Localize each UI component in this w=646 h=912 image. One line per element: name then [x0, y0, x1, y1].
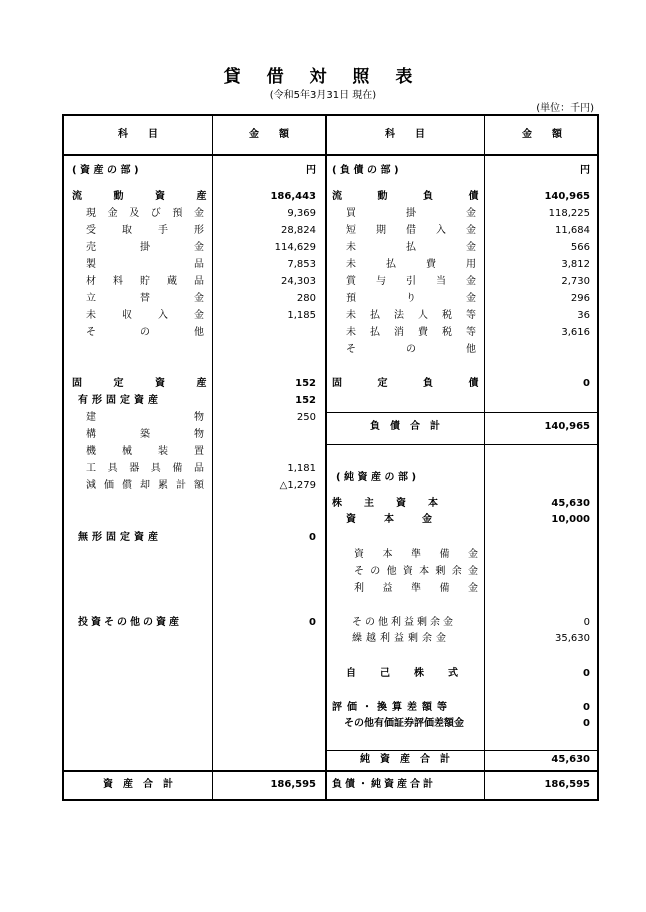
valuation-value: 0: [583, 702, 590, 713]
label-char: 法: [394, 310, 404, 321]
label-char: の: [370, 566, 381, 577]
list-item-label: [354, 564, 478, 580]
label-char: 本: [419, 566, 430, 577]
retained-earnings-label: 繰越利益剰余金: [352, 633, 450, 644]
page-subtitle: (令和5年3月31日 現在): [269, 90, 377, 101]
list-item-label: [86, 444, 204, 460]
label-char: び: [150, 208, 161, 219]
label-char: 立: [86, 293, 96, 304]
list-item-value: [214, 427, 316, 443]
other-surplus-label: その他利益剰余金: [352, 617, 456, 628]
label-char: 備: [172, 463, 183, 474]
list-item-value: 1,181: [287, 463, 316, 474]
label-char: 建: [86, 412, 96, 423]
label-char: 金: [193, 208, 204, 219]
balance-sheet-table: [62, 114, 599, 801]
label-char: 預: [346, 293, 356, 304]
label-char: 益: [382, 583, 393, 594]
header-item-right: 科 目: [385, 129, 425, 140]
label-char: 品: [194, 259, 204, 270]
label-char: 備: [439, 583, 450, 594]
label-char: 引: [406, 276, 416, 287]
label-char: 取: [122, 225, 132, 236]
retained-earnings-value: 35,630: [555, 633, 590, 644]
label-char: 製: [86, 259, 96, 270]
label-char: 金: [194, 310, 204, 321]
securities-valuation-value: 0: [583, 718, 590, 729]
label-char: 払: [386, 259, 396, 270]
label-char: 与: [376, 276, 386, 287]
list-item-value: [486, 564, 590, 580]
list-item-label: [86, 274, 204, 290]
current-liabilities-label: 流 動 負 債: [332, 191, 495, 202]
label-char: 消: [394, 327, 404, 338]
label-char: 計: [176, 480, 186, 491]
label-char: 買: [346, 208, 356, 219]
label-char: 償: [122, 480, 132, 491]
securities-valuation-label: その他有価証券評価差額金: [344, 718, 464, 729]
list-item-label: [86, 410, 204, 426]
label-char: 金: [107, 208, 118, 219]
liabilities-yen: 円: [580, 165, 590, 176]
list-item-value: 11,684: [555, 225, 590, 236]
label-char: 税: [442, 310, 452, 321]
label-char: 金: [466, 293, 476, 304]
label-char: 蔵: [167, 276, 177, 287]
label-char: 備: [439, 549, 450, 560]
label-char: 費: [426, 259, 436, 270]
header-amount-right: 金 額: [522, 129, 562, 140]
label-char: 装: [158, 446, 168, 457]
label-char: 品: [194, 276, 204, 287]
investment-assets-value: 0: [309, 617, 316, 628]
label-char: 費: [418, 327, 428, 338]
list-item-value: [214, 444, 316, 460]
assets-section-label: ( 資 産 の 部 ): [72, 165, 139, 176]
label-char: 物: [194, 429, 204, 440]
label-char: 売: [86, 242, 96, 253]
list-item-label: [354, 547, 478, 563]
list-item-label: [86, 478, 204, 494]
label-char: 払: [370, 327, 380, 338]
equity-section-label: ( 純 資 産 の 部 ): [336, 472, 417, 483]
label-char: 期: [376, 225, 386, 236]
label-char: 等: [466, 327, 476, 338]
capital-value: 10,000: [551, 514, 590, 525]
label-char: 構: [86, 429, 96, 440]
label-char: 入: [158, 310, 168, 321]
list-item-value: 2,730: [561, 276, 590, 287]
liabilities-total-value: 140,965: [544, 421, 590, 432]
fixed-liabilities-value: 0: [583, 378, 590, 389]
label-char: 金: [194, 293, 204, 304]
label-char: 払: [370, 310, 380, 321]
list-item-value: 3,812: [561, 259, 590, 270]
label-char: 置: [194, 446, 204, 457]
current-liabilities-value: 140,965: [544, 191, 590, 202]
label-char: 資: [402, 566, 413, 577]
tangible-assets-value: 152: [295, 395, 316, 406]
liabilities-section-label: ( 負 債 の 部 ): [332, 165, 399, 176]
list-item-label: [86, 461, 204, 477]
label-char: 税: [442, 327, 452, 338]
investment-assets-label: 投資その他の資産: [78, 617, 182, 628]
label-char: 具: [150, 463, 161, 474]
label-char: 材: [86, 276, 96, 287]
intangible-assets-value: 0: [309, 532, 316, 543]
label-char: 金: [466, 208, 476, 219]
label-char: 当: [436, 276, 446, 287]
list-item-value: 1,185: [287, 310, 316, 321]
list-item-value: [214, 325, 316, 341]
label-char: 形: [194, 225, 204, 236]
list-item-value: 566: [570, 242, 590, 253]
label-char: 替: [140, 293, 150, 304]
list-item-value: [486, 581, 590, 597]
list-item-label: [86, 240, 204, 256]
label-char: そ: [354, 566, 364, 577]
label-char: 余: [451, 566, 462, 577]
label-char: 未: [346, 259, 356, 270]
label-char: 収: [122, 310, 132, 321]
list-item-value: 118,225: [548, 208, 590, 219]
label-char: 未: [346, 327, 356, 338]
list-item-value: 28,824: [281, 225, 316, 236]
label-char: 他: [386, 566, 397, 577]
list-item-value: [486, 547, 590, 563]
list-item-value: 250: [296, 412, 316, 423]
label-char: 物: [194, 412, 204, 423]
assets-yen: 円: [306, 165, 316, 176]
shareholders-equity-value: 45,630: [551, 498, 590, 509]
label-char: 減: [86, 480, 96, 491]
label-char: 料: [113, 276, 123, 287]
label-char: 本: [382, 549, 393, 560]
label-char: 短: [346, 225, 356, 236]
grand-total-label: 負債・純資産合計: [332, 779, 436, 790]
grand-total-value: 186,595: [544, 779, 590, 790]
list-item-value: 24,303: [281, 276, 316, 287]
label-char: 賞: [346, 276, 356, 287]
label-char: 準: [411, 583, 421, 594]
list-item-label: [354, 581, 478, 597]
list-item-label: [346, 223, 476, 239]
label-char: 累: [158, 480, 168, 491]
list-item-value: 7,853: [287, 259, 316, 270]
label-char: 入: [436, 225, 446, 236]
assets-total-value: 186,595: [270, 779, 316, 790]
label-char: 預: [172, 208, 183, 219]
label-char: そ: [346, 344, 356, 355]
treasury-stock-label: 自己株式: [346, 668, 482, 679]
label-char: の: [140, 327, 150, 338]
label-char: 金: [466, 242, 476, 253]
list-item-label: [346, 308, 476, 324]
label-char: 金: [466, 225, 476, 236]
list-item-label: [86, 291, 204, 307]
assets-total-label: 資 産 合 計: [103, 779, 173, 790]
list-item-label: [86, 223, 204, 239]
label-char: 貯: [140, 276, 150, 287]
label-char: 械: [122, 446, 132, 457]
fixed-liabilities-label: 固 定 負 債: [332, 378, 495, 389]
intangible-assets-label: 無形固定資産: [78, 532, 162, 543]
label-char: 却: [140, 480, 150, 491]
net-assets-total-label: 純 資 産 合 計: [360, 754, 450, 765]
list-item-label: [86, 257, 204, 273]
list-item-value: 280: [296, 293, 316, 304]
treasury-stock-value: 0: [583, 668, 590, 679]
label-char: 金: [466, 276, 476, 287]
list-item-label: [86, 427, 204, 443]
list-item-label: [86, 206, 204, 222]
list-item-value: △1,279: [279, 480, 316, 491]
list-item-value: 9,369: [287, 208, 316, 219]
liabilities-total-label: 負 債 合 計: [370, 421, 440, 432]
label-char: 掛: [406, 208, 416, 219]
valuation-label: 評価・換算差額等: [332, 702, 452, 713]
label-char: 額: [194, 480, 204, 491]
label-char: 剰: [435, 566, 446, 577]
label-char: の: [406, 344, 416, 355]
label-char: 未: [346, 310, 356, 321]
label-char: 借: [406, 225, 416, 236]
label-char: 用: [466, 259, 476, 270]
list-item-label: [346, 291, 476, 307]
label-char: 品: [193, 463, 204, 474]
fixed-assets-label: 固 定 資 産: [72, 378, 221, 389]
current-assets-value: 186,443: [270, 191, 316, 202]
label-char: 利: [354, 583, 364, 594]
list-item-label: [346, 342, 476, 358]
label-char: 未: [346, 242, 356, 253]
list-item-value: 296: [570, 293, 590, 304]
capital-label: 資本金: [346, 514, 460, 525]
label-char: 金: [468, 583, 478, 594]
list-item-label: [86, 308, 204, 324]
label-char: 器: [129, 463, 140, 474]
label-char: 金: [467, 566, 478, 577]
net-assets-total-value: 45,630: [551, 754, 590, 765]
label-char: 及: [129, 208, 140, 219]
label-char: 具: [107, 463, 118, 474]
fixed-assets-value: 152: [295, 378, 316, 389]
list-item-label: [86, 325, 204, 341]
shareholders-equity-label: 株主資本: [332, 498, 460, 509]
label-char: 掛: [140, 242, 150, 253]
label-char: 価: [104, 480, 114, 491]
header-amount: 金 額: [249, 129, 289, 140]
list-item-value: 36: [577, 310, 590, 321]
list-item-label: [346, 274, 476, 290]
list-item-value: [486, 342, 590, 358]
label-char: 資: [354, 549, 364, 560]
unit-label: (単位：千円): [536, 103, 594, 114]
list-item-value: 114,629: [274, 242, 316, 253]
list-item-label: [346, 240, 476, 256]
label-char: 等: [466, 310, 476, 321]
label-char: 払: [406, 242, 416, 253]
label-char: 現: [86, 208, 96, 219]
label-char: 手: [158, 225, 168, 236]
list-item-label: [346, 257, 476, 273]
label-char: 未: [86, 310, 96, 321]
label-char: そ: [86, 327, 96, 338]
current-assets-label: 流 動 資 産: [72, 191, 221, 202]
label-char: 機: [86, 446, 96, 457]
list-item-label: [346, 325, 476, 341]
other-surplus-value: 0: [583, 617, 590, 628]
label-char: 受: [86, 225, 96, 236]
header-item: 科 目: [118, 129, 158, 140]
label-char: 他: [194, 327, 204, 338]
label-char: 人: [418, 310, 428, 321]
page-title: 貸 借 対 照 表: [223, 67, 423, 87]
label-char: り: [406, 293, 416, 304]
label-char: 金: [468, 549, 478, 560]
label-char: 準: [411, 549, 421, 560]
label-char: 他: [466, 344, 476, 355]
tangible-assets-label: 有形固定資産: [78, 395, 162, 406]
list-item-value: 3,616: [561, 327, 590, 338]
label-char: 金: [194, 242, 204, 253]
label-char: 築: [140, 429, 150, 440]
label-char: 工: [86, 463, 96, 474]
list-item-label: [346, 206, 476, 222]
